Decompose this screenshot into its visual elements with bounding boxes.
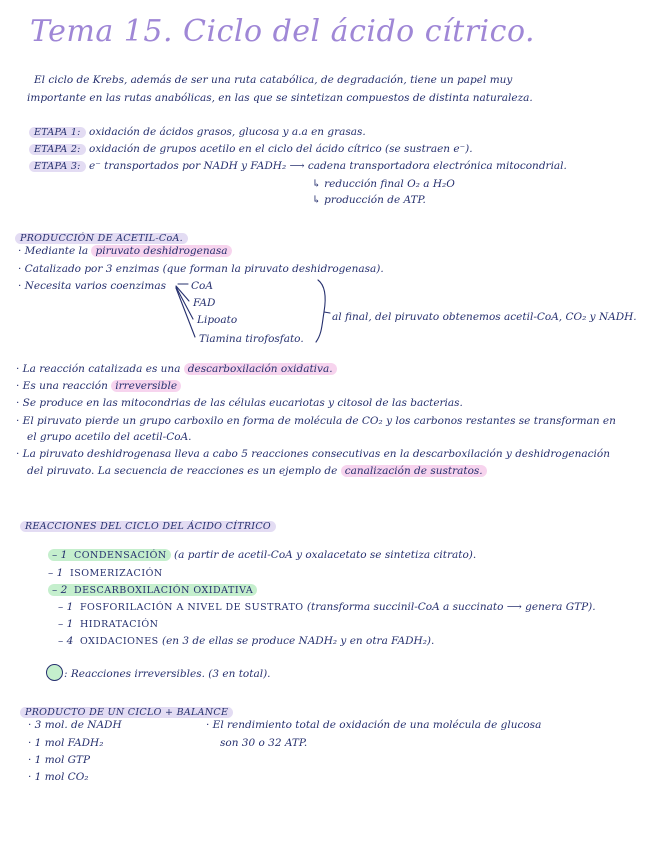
bullet-5-reacciones-1: · La piruvato deshidrogenasa lleva a cabo 5 reacciones consecutivas en la descarboxilación y deshidrogenación [16, 448, 610, 460]
etapa-2-text: oxidación de grupos acetilo en el ciclo del ácido cítrico (se sustraen e⁻). [89, 143, 473, 155]
reaccion-isomerizacion: – 1 ISOMERIZACIÓN [48, 567, 163, 579]
rendimiento-line-2: son 30 o 32 ATP. [220, 737, 308, 749]
producto-co2: · 1 mol CO₂ [28, 771, 89, 783]
bullet-piruvato-pierde-1: · El piruvato pierde un grupo carboxilo en forma de molécula de CO₂ y los carbonos restantes se transforman en [16, 415, 616, 427]
etapa-3-label: ETAPA 3: [29, 161, 86, 172]
etapa-1 [29, 125, 366, 140]
bullet-5-reacciones-2: del piruvato. La secuencia de reacciones es un ejemplo de canalización de sustratos. [27, 464, 487, 478]
reaccion-condensacion: – 1 CONDENSACIÓN (a partir de acetil-CoA y oxalacetato se sintetiza citrato). [48, 548, 476, 563]
highlight-piruvato-deshidrogenasa: piruvato deshidrogenasa [91, 245, 231, 257]
intro-line-2: importante en las rutas anabólicas, en las que se sintetizan compuestos de distinta naturaleza. [27, 92, 533, 104]
produccion-final-note: al final, del piruvato obtenemos acetil-CoA, CO₂ y NADH. [332, 311, 637, 323]
legend-circle-icon [46, 664, 63, 681]
reaccion-fosforilacion: – 1 FOSFORILACIÓN A NIVEL DE SUSTRATO (transforma succinil-CoA a succinato ⟶ genera GTP). [58, 601, 596, 613]
highlight-descarboxilacion: descarboxilación oxidativa. [184, 363, 337, 375]
intro-line-1: El ciclo de Krebs, además de ser una ruta catabólica, de degradación, tiene un papel muy [34, 74, 513, 86]
coenzima-tiamina: Tiamina tirofosfato. [199, 333, 304, 345]
bullet-reaccion-catalizada: · La reacción catalizada es una descarboxilación oxidativa. [16, 362, 337, 376]
bullet-irreversible: · Es una reacción irreversible [16, 379, 181, 393]
etapa-3-text: e⁻ transportados por NADH y FADH₂ ⟶ cadena transportadora electrónica mitocondrial. [89, 160, 567, 172]
legend-irreversibles: : Reacciones irreversibles. (3 en total). [64, 668, 271, 680]
section-heading-produccion: PRODUCCIÓN DE ACETIL-CoA. [15, 226, 188, 245]
coenzima-coa: CoA [191, 280, 213, 292]
reaccion-descarboxilacion-hl: – 2 DESCARBOXILACIÓN OXIDATIVA [48, 584, 257, 596]
etapa-2-label: ETAPA 2: [29, 144, 86, 155]
produccion-bullet-1: · Mediante la piruvato deshidrogenasa [18, 244, 232, 258]
producto-fadh2: · 1 mol FADH₂ [28, 737, 104, 749]
reaccion-oxidaciones: – 4 OXIDACIONES (en 3 de ellas se produce NADH₂ y en otra FADH₂). [58, 635, 435, 647]
section-heading-producto: PRODUCTO DE UN CICLO + BALANCE [20, 700, 233, 719]
highlight-canalizacion: canalización de sustratos. [341, 465, 487, 477]
highlight-irreversible: irreversible [111, 380, 181, 392]
page-title: Tema 15. Ciclo del ácido cítrico. [30, 14, 536, 49]
bullet-mitocondrias: · Se produce en las mitocondrias de las células eucariotas y citosol de las bacterias. [16, 397, 463, 409]
etapa-1-label: ETAPA 1: [29, 127, 86, 138]
bullet-piruvato-pierde-2: el grupo acetilo del acetil-CoA. [27, 431, 192, 443]
reaccion-descarboxilacion [48, 583, 257, 598]
etapa-1-text: oxidación de ácidos grasos, glucosa y a.a en grasas. [89, 126, 366, 138]
rendimiento-line-1: · El rendimiento total de oxidación de una molécula de glucosa [206, 719, 542, 731]
etapa-2 [29, 142, 473, 157]
etapa-3-sub-1: ↳ reducción final O₂ a H₂O [312, 178, 455, 190]
reaccion-hidratacion: – 1 HIDRATACIÓN [58, 618, 159, 630]
producto-gtp: · 1 mol GTP [28, 754, 91, 766]
etapa-3 [29, 159, 567, 174]
produccion-bullet-3: · Necesita varios coenzimas [18, 280, 167, 292]
coenzima-fad: FAD [193, 297, 216, 309]
section-heading-reacciones: REACCIONES DEL CICLO DEL ÁCIDO CÍTRICO [20, 514, 276, 533]
coenzima-lipoato: Lipoato [197, 314, 238, 326]
producto-nadh: · 3 mol. de NADH [28, 719, 122, 731]
etapa-3-sub-2: ↳ producción de ATP. [312, 194, 426, 206]
reaccion-condensacion-hl: – 1 CONDENSACIÓN [48, 549, 171, 561]
produccion-bullet-2: · Catalizado por 3 enzimas (que forman la piruvato deshidrogenasa). [18, 263, 384, 275]
